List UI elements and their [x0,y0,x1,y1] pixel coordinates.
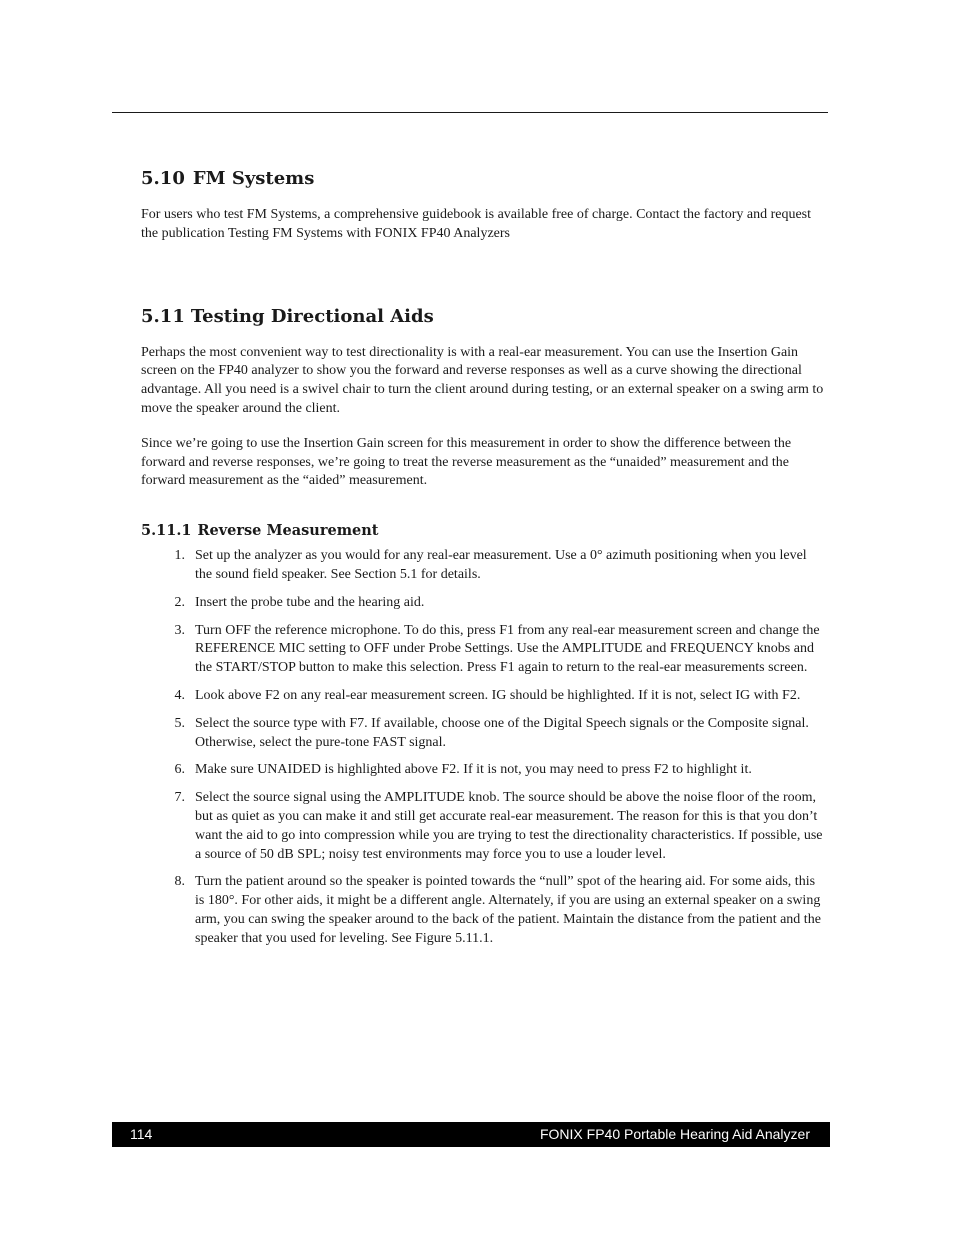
section-number: 5.10 [141,168,185,189]
step-text: Turn OFF the reference microphone. To do this, press F1 from any real-ear measurement screen and change the REFERENCE MIC setting to OFF under Probe Settings. Use the AMPLITUDE and FREQUENCY knobs and the START/STOP button to make this selection. Press F1 again to return to the real-ear measurements screen. [195,622,820,676]
page-content [141,164,829,958]
step-number: 7. [174,790,185,806]
section-heading-5-10 [141,164,829,194]
subsection-title: Reverse Measurement [197,522,379,540]
step-text: Turn the patient around so the speaker is pointed towards the “null” spot of the hearing aid. For some aids, this is 180°. For other aids, it might be a different angle. Alternately, if you are using an external speaker on a swing arm, you can swing the speaker around to the back of the patient. Maintain the distance from the patient and the speaker that you used for leveling. See Figure 5.11.1. [195,874,821,946]
step-text: Select the source signal using the AMPLITUDE knob. The source should be above the noise floor of the room, but as quiet as you can make it and still get accurate real-ear measurement. The reason for this is that you don’t want the aid to go into compression while you are trying to test the directionality characteristics. If possible, use a source of 50 dB SPL; noisy test environments may force you to use a louder level. [195,790,823,862]
step-number: 2. [174,594,185,610]
step-number: 5. [174,715,185,731]
subsection-heading-5-11-1 [141,519,829,543]
footer-title: FONIX FP40 Portable Hearing Aid Analyzer [539,1126,810,1142]
list-item [141,761,829,780]
directional-intro-paragraph: Perhaps the most convenient way to test directionality is with a real-ear measurement. You can use the Insertion Gain screen on the FP40 analyzer to show you the forward and reverse responses as well as a curve showing the directional advantage. All you need is a swivel chair to turn the client around during testing, or an external speaker on a swing arm to move the speaker around the client. [141,344,824,416]
section-number: 5.11 [141,305,185,327]
step-text: Make sure UNAIDED is highlighted above F2. If it is not, you may need to press F2 to highlight it. [195,762,752,778]
section-title: Testing Directional Aids [190,305,434,327]
list-item [141,715,829,753]
step-number: 4. [174,687,185,703]
insertion-gain-paragraph: Since we’re going to use the Insertion Gain screen for this measurement in order to show the difference between the forward and reverse responses, we’re going to treat the reverse measurement as the “unaided” measurement and the forward measurement as the “aided” measurement. [141,435,792,489]
step-number: 8. [174,874,185,890]
section-5-11-1 [141,519,829,948]
section-5-11 [141,302,829,492]
list-item [141,622,829,678]
step-number: 3. [174,622,185,638]
list-item [141,547,829,585]
step-text: Set up the analyzer as you would for any real-ear measurement. Use a 0° azimuth positioning when you level the sound field speaker. See Section 5.1 for details. [195,548,807,582]
header-rule [112,112,828,113]
list-item [141,687,829,706]
step-number: 1. [174,548,185,564]
step-number: 6. [174,762,185,778]
step-text: Look above F2 on any real-ear measurement screen. IG should be highlighted. If it is not, select IG with F2. [195,687,801,703]
page-number: 114 [130,1126,153,1142]
procedure-steps-list [141,547,829,948]
step-text: Insert the probe tube and the hearing aid. [195,594,425,610]
section-5-10 [141,164,829,244]
fm-systems-paragraph: For users who test FM Systems, a comprehensive guidebook is available free of charge. Contact the factory and request the publication Testing FM Systems with FONIX FP40 Analyzers [141,207,812,241]
section-title: FM Systems [192,168,315,189]
list-item [141,789,829,864]
list-item [141,594,829,613]
section-heading-5-11 [141,302,829,332]
page-footer-bar [112,1122,830,1147]
step-text: Select the source type with F7. If available, choose one of the Digital Speech signals or the Composite signal. Otherwise, select the pure-tone FAST signal. [195,715,809,750]
list-item [141,873,829,948]
subsection-number: 5.11.1 [141,522,192,540]
